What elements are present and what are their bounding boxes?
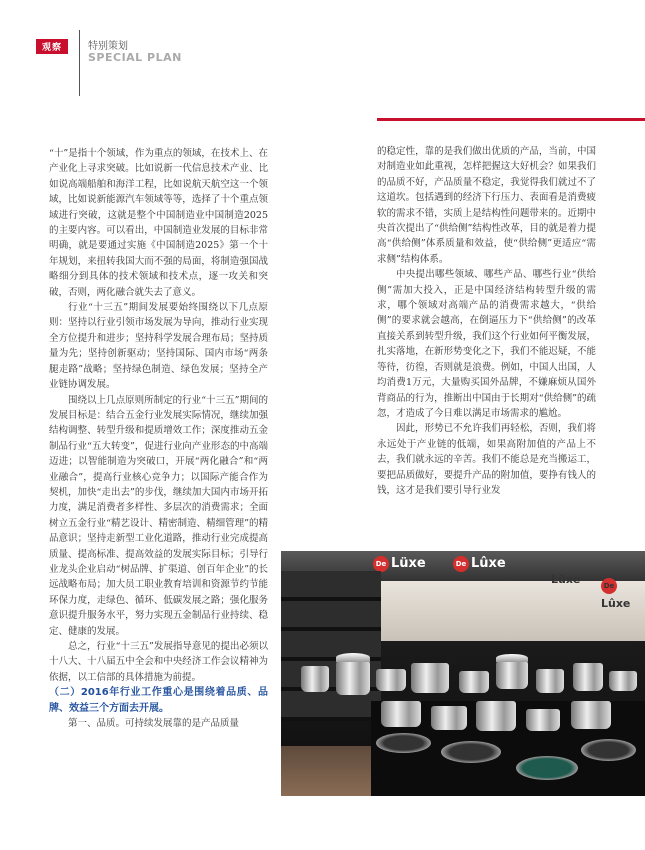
pot <box>571 701 611 729</box>
pot-lid <box>496 654 528 662</box>
article-paragraph: 中央提出哪些领域、哪些产品、哪些行业“供给侧”需加大投入，正是中国经济结构转型升级的需求，哪个领域对高端产品的消费需求越大，“供给侧”的要求就会越高，在倒逼压力下“供给侧”的改革直接关系到转型升级，我们这个行业如何平衡发展，扎实落地，在新形势变化之下，我们不能迟疑，不能等待，彷徨，否则就是浪费。例如，中国人出国，人均消费1万元，大量购买国外品牌，不嫌麻烦从国外背商品的行为，推断出中国由于长期对“供给侧”的疏忽，才造成了今日难以满足市场需求的尴尬。 <box>377 269 596 419</box>
pot <box>476 701 516 731</box>
article-paragraph: 行业“十三五”期间发展要始终围绕以下几点原则：坚持以行业引领市场发展为导向，推动行业实现全方位提升和进步；坚持科学发展合理布局；坚持质量为先；坚持创新驱动；坚持国际、国内市场“两条腿走路”战略；坚持绿色制造、绿色发展；坚持全产业链协调发展。 <box>49 302 268 391</box>
section-subheading: （二）2016年行业工作重心是围绕着品质、品牌、效益三个方面去开展。 <box>49 687 268 714</box>
article-paragraph: “十”是指十个领域，作为重点的领域，在技术上、在产业化上寻求突破。比如说新一代信息技术产业、比如说高端船舶和海洋工程，比如说航天航空这一个领域，比如说新能源汽车领域等等，选择了十个重点领域进行突破，这就是整个中国制造业中国制造2025的主要内容。可以看出，中国制造业发展的目标非常明确，就是要通过实施《中国制造2025》第一个十年规划，来扭转我国大而不强的局面，将制造强国战略细分到具体的技术领域和技术点，逐一攻关和突破，否则，两化融合就失去了意义。 <box>49 148 268 298</box>
pot <box>411 663 449 693</box>
brand-logo-2 <box>453 555 506 573</box>
article-paragraph: 的稳定性，靠的是我们做出优质的产品，当前，中国对制造业如此重视，怎样把握这大好机会？如果我们的品质不好，产品质量不稳定，我觉得我们就过不了这道坎。包括遇到的经济下行压力、表面看是消费疲软的需求不错，实质上是结构性问题带来的。近期中央首次提出了“供给侧”结构性改革，目的就是着力提高“供给侧”体系质量和效益，使“供给侧”更适应“需求侧”结构体系。 <box>377 146 596 265</box>
article-column-right <box>377 144 596 498</box>
header-divider <box>79 30 80 96</box>
pot <box>573 663 603 691</box>
brand-logo-dot: De <box>373 556 389 572</box>
frying-pan-green <box>516 756 578 780</box>
cookware-showroom-photo <box>281 551 645 796</box>
pot <box>459 671 489 693</box>
top-accent-bar <box>377 118 645 121</box>
pot <box>301 666 329 692</box>
brand-logo-dot: De <box>453 556 469 572</box>
brand-logo-text: Lûxe <box>471 556 506 571</box>
brand-logo-4 <box>601 577 645 610</box>
article-paragraph: 总之，行业“十三五”发展指导意见的提出必须以十八大、十八届五中全会和中央经济工作会议精神为依据，以工信部的具体措施为前提。 <box>49 641 268 683</box>
section-title-zh: 特别策划 <box>88 41 128 52</box>
frying-pan <box>441 741 501 763</box>
brand-logo-text: Lûxe <box>601 597 631 610</box>
brand-logo-3 <box>551 571 580 589</box>
pot <box>609 671 637 691</box>
article-paragraph: 因此，形势已不允许我们再轻松，否则，我们将永远处于产业链的低端，如果高附加值的产品上不去，我们就永远的辛苦。我们不能总是充当搬运工，要把品质做好，要提升产品的附加值，要挣有钱人的钱，这才是我们要引导行业发 <box>377 423 596 496</box>
pot <box>431 706 467 730</box>
brand-logo-text: Lüxe <box>391 556 426 571</box>
pot <box>496 661 528 689</box>
brand-logo-dot: De <box>601 578 617 594</box>
pot <box>336 661 370 695</box>
article-column-left <box>49 146 268 731</box>
frying-pan <box>376 733 431 753</box>
pot <box>381 701 421 727</box>
section-title-en: SPECIAL PLAN <box>88 51 182 64</box>
frying-pan <box>581 739 636 761</box>
pot <box>376 669 406 691</box>
pot-lid <box>336 653 370 662</box>
brand-logo-text: Lüxe <box>551 573 581 586</box>
header-badge: 观察 <box>36 39 68 54</box>
pot <box>536 669 564 693</box>
photo-display-shelf <box>281 571 381 721</box>
article-paragraph: 第一、品质。可持续发展靠的是产品质量 <box>68 718 240 730</box>
article-paragraph: 围绕以上几点原则所制定的行业“十三五”期间的发展目标是：结合五金行业发展实际情况，继续加强结构调整、转型升级和提质增效工作；深度推动五金制品行业“五大转变”，促进行业向产业形态的中高端迈进；以智能制造为突破口，开展“两化融合”和“两业融合”，提高行业核心竞争力；以国际产能合作为契机，加快“走出去”的步伐，继续加大国内市场开拓力度，满足消费者多样性、多层次的消费需求；全面树立五金行业“精艺设计、精密制造、精细管理”的精品意识；坚持走新型工业化道路，推动行业完成提高质量、提高标准、提高效益的发展实际目标；引导行业龙头企业启动“树品牌、扩渠道、创百年企业”的长远战略布局；加大员工职业教育培训和资源节约节能环保力度，走绿色、循环、低碳发展之路；强化服务意识提升服务水平，努力实现五金制品行业持续、稳定、健康的发展。 <box>49 394 268 637</box>
pot <box>526 709 560 731</box>
